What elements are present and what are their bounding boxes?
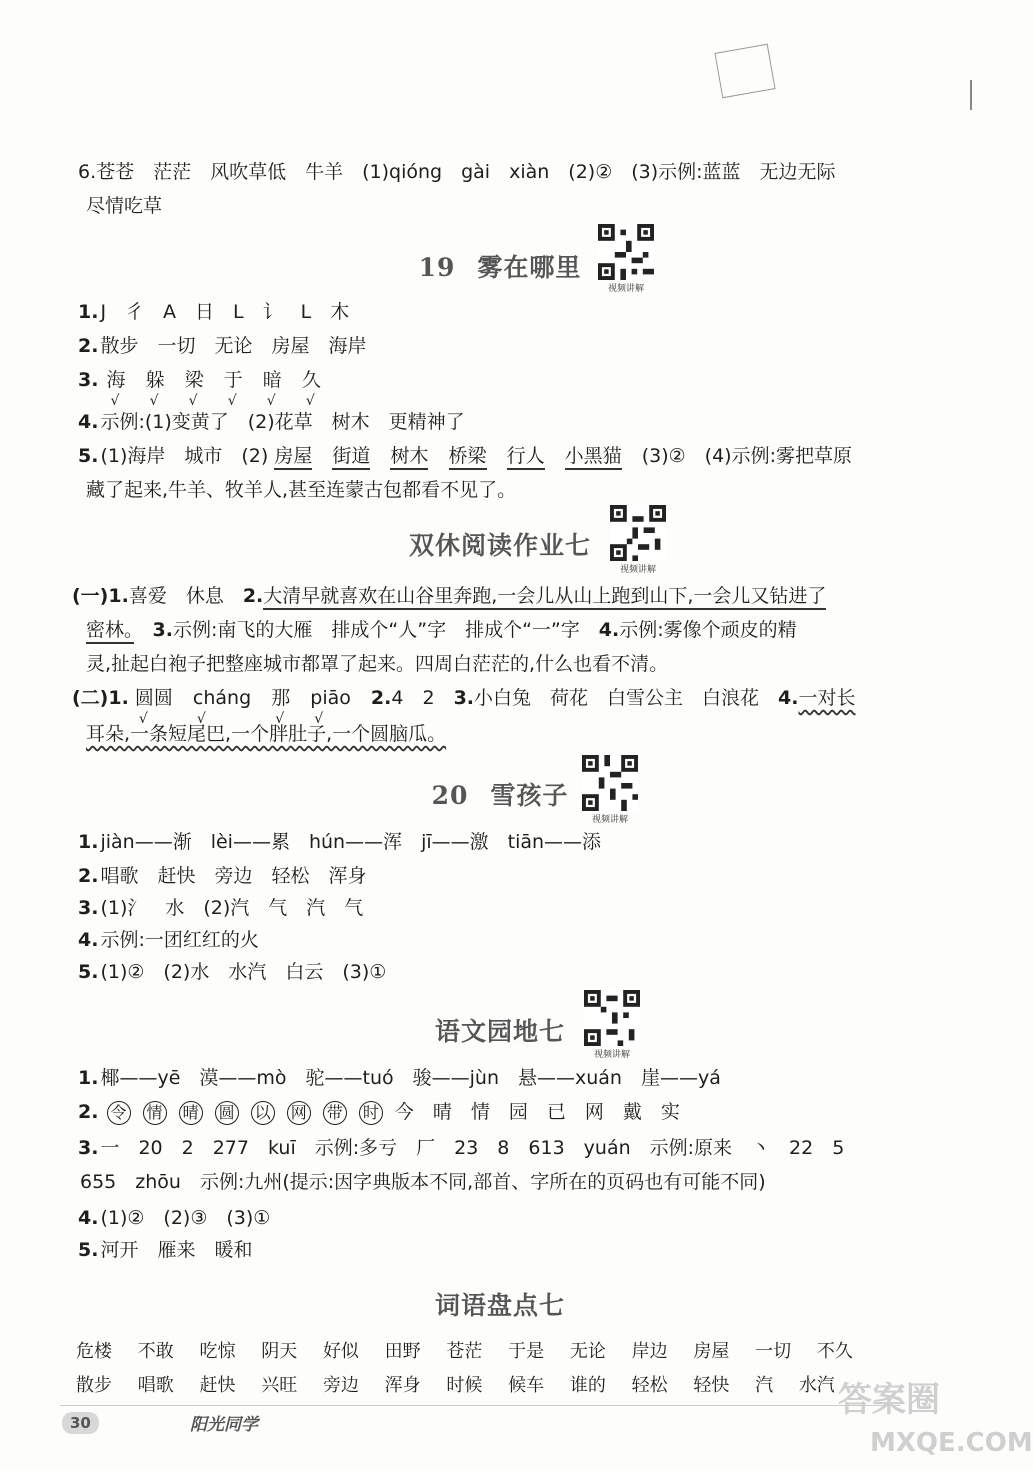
vocab-word: 散步	[76, 1375, 112, 1396]
answer-char: 暗 √	[263, 369, 282, 391]
vocab-word: 危楼	[76, 1341, 112, 1362]
answer-word: 圆圆 √	[135, 687, 173, 709]
vocab-word: 轻松	[631, 1375, 668, 1396]
garden-item-4: 4. (1)② (2)③ (3)①	[78, 1207, 271, 1229]
s20-item-1: 1. jiàn——渐 lèi——累 hún——浑 jī——激 tiān——添	[78, 831, 602, 853]
answer-char: 梁 √	[185, 369, 204, 391]
underlined-word: 桥梁	[449, 445, 487, 470]
answer-char: 久 √	[302, 369, 321, 391]
s20-item-4: 4. 示例:一团红红的火	[78, 929, 259, 951]
underlined-word: 街道	[332, 445, 370, 470]
watermark-url: MXQE.COM	[870, 1428, 1033, 1458]
reading-section-title: 双休阅读作业七	[408, 531, 591, 560]
reading-part2-line2: 耳朵,一条短尾巴,一个胖肚子,一个圆脑瓜。	[86, 723, 447, 745]
answer-word: piāo √	[310, 687, 351, 709]
garden-item-3: 3. 一 20 2 277 kuī 示例:多亏 厂 23 8 613 yuán 示例:原来 丶 22 5	[78, 1137, 845, 1159]
vocab-word: 不久	[816, 1341, 853, 1362]
answer-char: 躲 √	[146, 369, 165, 391]
qr-code-icon[interactable]	[610, 505, 666, 561]
vocab-word: 苍茫	[446, 1341, 483, 1362]
underlined-word: 行人	[507, 445, 545, 470]
q6-line-1: 6.苍苍 茫茫 风吹草低 牛羊 (1)qióng gài xiàn (2)② (3)示例:蓝蓝 无边无际	[78, 161, 836, 183]
circled-char: 情	[143, 1101, 167, 1125]
answer-word: cháng √	[193, 687, 251, 709]
answer-char: 于 √	[224, 369, 243, 391]
footer-divider	[60, 1405, 900, 1406]
vocab-word: 浑身	[384, 1375, 421, 1396]
margin-mark	[970, 80, 972, 110]
vocab-word: 于是	[508, 1341, 545, 1362]
garden-section-title: 语文园地七	[434, 1017, 565, 1046]
vocab-word: 无论	[569, 1341, 606, 1362]
s19-item-4: 4. 示例:(1)变黄了 (2)花草 树木 更精神了	[78, 411, 465, 433]
vocab-word: 时候	[446, 1375, 483, 1396]
s20-item-2: 2. 唱歌 赶快 旁边 轻松 浑身	[78, 865, 367, 887]
vocab-word: 不敢	[137, 1341, 174, 1362]
s19-item-2: 2. 散步 一切 无论 房屋 海岸	[78, 335, 367, 357]
qr-code-icon[interactable]	[584, 990, 640, 1046]
circled-char: 晴	[179, 1101, 203, 1125]
garden-item-1: 1. 椰——yē 漠——mò 驼——tuó 骏——jùn 悬——xuán 崖——yá	[78, 1067, 721, 1089]
s19-item-3: 3. 海 √ 躲 √ 梁 √ 于 √ 暗 √ 久 √	[78, 366, 321, 394]
reading-part1-line3: 灵,扯起白袍子把整座城市都罩了起来。四周白茫茫的,什么也看不清。	[86, 653, 669, 675]
vocab-word: 水汽	[798, 1375, 835, 1396]
corner-stamp	[714, 44, 775, 99]
vocab-word: 一切	[755, 1341, 792, 1362]
garden-item-5: 5. 河开 雁来 暖和	[78, 1239, 253, 1261]
section-20-title: 20 雪孩子	[431, 781, 569, 810]
words-section-title: 词语盘点七	[434, 1291, 565, 1320]
vocab-word: 谁的	[569, 1375, 606, 1396]
q6-line-2: 尽情吃草	[86, 195, 163, 217]
vocab-word: 好似	[322, 1341, 359, 1362]
word-row-1	[76, 1338, 853, 1366]
garden-item-3-cont: 655 zhōu 示例:九州(提示:因字典版本不同,部首、字所在的页码也有可能不同)	[80, 1171, 766, 1193]
vocab-word: 阴天	[261, 1341, 298, 1362]
underlined-word: 小黑猫	[565, 445, 622, 470]
vocab-word: 轻快	[693, 1375, 730, 1396]
s19-item-5: 5. (1)海岸 城市 (2) 房屋 街道 树木 桥梁 行人 小黑猫 (3)② (4)示例:雾把草原	[78, 442, 852, 470]
circled-char: 以	[251, 1101, 275, 1125]
circled-char: 带	[323, 1101, 347, 1125]
s19-item-1: 1. J 彳 A 日 L 讠 L 木	[78, 301, 350, 323]
watermark-logo: 答案圈	[838, 1380, 940, 1420]
circled-char: 时	[359, 1101, 383, 1125]
garden-item-2: 2. 令 情 晴 圆 以 网 带 时 今 晴 情 园 已 网 戴 实	[78, 1101, 680, 1123]
underlined-word: 树木	[390, 445, 428, 470]
qr-label: 视频讲解	[607, 284, 644, 294]
circled-char: 圆	[215, 1101, 239, 1125]
qr-label: 视频讲解	[591, 815, 628, 825]
reading-part2-line1: (二)1. 圆圆 √ cháng √ 那 √ piāo √ 2.4 2 3.小白兔 荷花 白雪公主 白浪花 4.一对长	[72, 684, 856, 712]
vocab-word: 唱歌	[137, 1375, 174, 1396]
section-19-title: 19 雾在哪里	[418, 253, 582, 282]
vocab-word: 田野	[384, 1341, 421, 1362]
vocab-word: 汽	[755, 1375, 774, 1396]
qr-label: 视频讲解	[593, 1050, 630, 1060]
underlined-word: 房屋	[274, 445, 312, 470]
qr-code-icon[interactable]	[598, 224, 654, 280]
vocab-word: 候车	[508, 1375, 545, 1396]
s20-item-5: 5. (1)② (2)水 水汽 白云 (3)①	[78, 961, 387, 983]
answer-word: 那 √	[271, 687, 290, 709]
qr-code-icon[interactable]	[582, 755, 638, 811]
answer-char: 海 √	[107, 369, 126, 391]
vocab-word: 旁边	[322, 1375, 359, 1396]
vocab-word: 赶快	[199, 1375, 236, 1396]
qr-label: 视频讲解	[619, 565, 656, 575]
circled-char: 网	[287, 1101, 311, 1125]
page-number: 30	[62, 1412, 99, 1434]
vocab-word: 兴旺	[261, 1375, 298, 1396]
s20-item-3: 3. (1)氵 水 (2)汽 气 汽 气	[78, 897, 364, 919]
word-row-2	[76, 1372, 835, 1400]
circled-char: 令	[107, 1101, 131, 1125]
vocab-word: 房屋	[693, 1341, 730, 1362]
s19-item-5-cont: 藏了起来,牛羊、牧羊人,甚至连蒙古包都看不见了。	[86, 479, 517, 501]
reading-part1-line1: (一)1.喜爱 休息 2.大清早就喜欢在山谷里奔跑,一会儿从山上跑到山下,一会儿又钻进了	[72, 582, 826, 610]
vocab-word: 吃惊	[199, 1341, 236, 1362]
reading-part1-line2: 密林。 3.示例:南飞的大雁 排成个“人”字 排成个“一”字 4.示例:雾像个顽皮的精	[86, 616, 797, 644]
brand-logo: 阳光同学	[190, 1415, 258, 1435]
vocab-word: 岸边	[631, 1341, 668, 1362]
